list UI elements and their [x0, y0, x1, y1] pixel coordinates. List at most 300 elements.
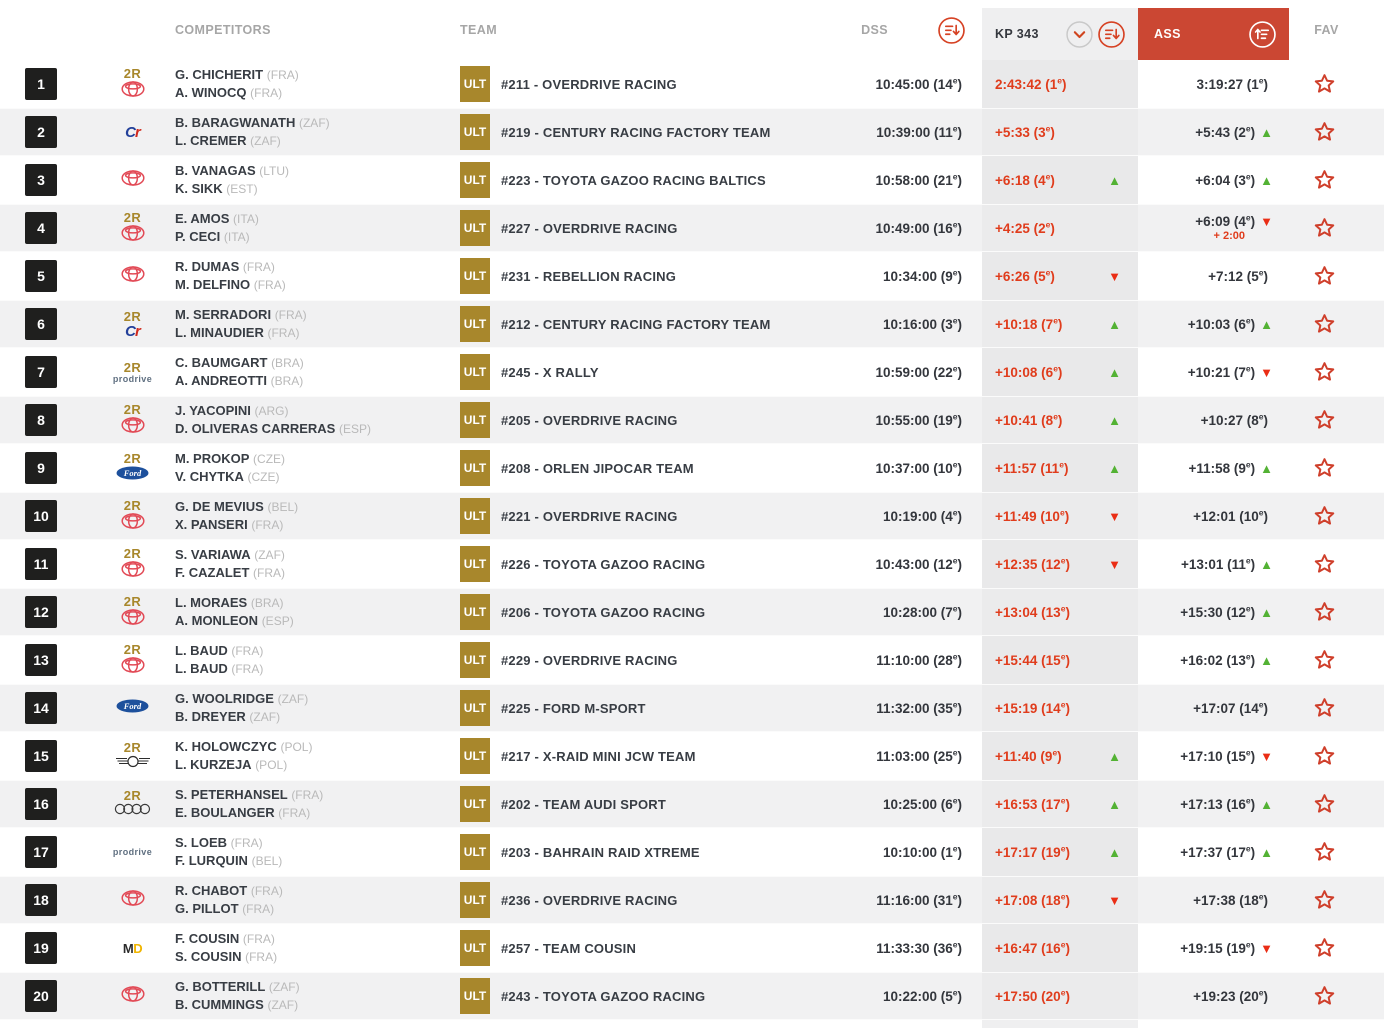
team-cell: [460, 978, 780, 1014]
fav-cell: [1289, 696, 1384, 721]
star-icon: [1312, 792, 1337, 817]
favorite-star-button[interactable]: [1312, 552, 1337, 577]
kp-time-cell: +15:19 (14e): [982, 685, 1138, 731]
team-name: #205 - OVERDRIVE RACING: [501, 412, 678, 428]
driver-line: [175, 546, 460, 564]
driver-line: [175, 354, 460, 372]
team-name: #229 - OVERDRIVE RACING: [501, 652, 678, 668]
position-cell: [0, 212, 90, 244]
2r-red-lined-logo: 2R: [123, 498, 142, 513]
position-cell: [0, 356, 90, 388]
codriver-name: G. PILLOT: [175, 901, 239, 916]
team-name: #225 - FORD M-SPORT: [501, 700, 646, 716]
codriver-line: [175, 84, 460, 102]
position-cell: [0, 260, 90, 292]
driver-nationality: (FRA): [231, 644, 264, 658]
sort-descending-icon: [1098, 21, 1125, 48]
team-cell: [460, 546, 780, 582]
position-badge: 12: [25, 596, 57, 628]
star-icon: [1312, 552, 1337, 577]
kp-time-cell: +6:18 (4e) ▲: [982, 156, 1138, 204]
team-name: #212 - CENTURY RACING FACTORY TEAM: [501, 316, 771, 332]
kp-time-cell: +17:08 (18e) ▼: [982, 877, 1138, 923]
favorite-star-button[interactable]: [1312, 264, 1337, 289]
header-dss: [780, 17, 982, 44]
dss-time-cell: 10:49:00 (16e): [875, 219, 962, 236]
codriver-nationality: (FRA): [242, 902, 275, 916]
competitors-cell: [175, 66, 460, 102]
competitors-cell: [175, 978, 460, 1014]
driver-nationality: (FRA): [274, 308, 307, 322]
ass-time-cell: +7:12 (5e): [1208, 267, 1268, 284]
fav-cell: [1289, 456, 1384, 481]
kp-trend-arrow: ▲: [1108, 316, 1121, 332]
codriver-nationality: (FRA): [250, 86, 283, 100]
favorite-star-button[interactable]: [1312, 312, 1337, 337]
vehicle-logos: [90, 890, 175, 910]
penalty-time: + 2:00: [1213, 230, 1245, 242]
position-cell: [0, 308, 90, 340]
codriver-name: L. KURZEJA: [175, 757, 252, 772]
2r-red-lined-logo: 2R: [123, 66, 142, 81]
table-row: [0, 540, 1384, 588]
ass-trend-arrow: ▲: [1260, 124, 1273, 140]
competitors-cell: [175, 834, 460, 870]
fav-cell: [1289, 600, 1384, 625]
codriver-name: X. PANSERI: [175, 517, 248, 532]
position-badge: 20: [25, 980, 57, 1012]
favorite-star-button[interactable]: [1312, 360, 1337, 385]
2r-red-lined-logo: 2R: [123, 739, 142, 755]
ass-time-cell: 3:19:27 (1e): [1196, 75, 1268, 92]
star-icon: [1312, 984, 1337, 1009]
driver-line: [175, 450, 460, 468]
ass-trend-arrow: ▲: [1260, 316, 1273, 332]
codriver-name: E. BOULANGER: [175, 805, 275, 820]
fav-cell: [1289, 888, 1384, 913]
position-cell: [0, 548, 90, 580]
driver-nationality: (ZAF): [277, 692, 309, 706]
toyota-logo: [121, 561, 145, 581]
codriver-name: A. MONLEON: [175, 613, 259, 628]
century-racing-logo: Cr: [125, 322, 140, 340]
kp-time-cell: +6:26 (5e) ▼: [982, 252, 1138, 300]
team-cell: [460, 738, 780, 774]
prodrive-logo: prodrive: [112, 846, 153, 857]
star-icon: [1312, 600, 1337, 625]
favorite-star-button[interactable]: [1312, 744, 1337, 769]
team-name: #217 - X-RAID MINI JCW TEAM: [501, 748, 696, 764]
favorite-star-button[interactable]: [1312, 408, 1337, 433]
star-icon: [1312, 840, 1337, 865]
codriver-nationality: (FRA): [278, 806, 311, 820]
team-cell: [460, 402, 780, 438]
driver-line: [175, 162, 460, 180]
dss-sort-button[interactable]: [938, 17, 965, 44]
vehicle-logos: [90, 499, 175, 533]
mini-logo: [115, 755, 151, 772]
toyota-logo: [121, 170, 145, 190]
dss-time-cell: 11:10:00 (28e): [876, 651, 962, 668]
toyota-logo: [121, 986, 145, 1006]
codriver-nationality: (FRA): [253, 566, 286, 580]
2r-red-lined-logo: 2R: [123, 402, 142, 417]
codriver-line: [175, 468, 460, 486]
competitors-cell: [175, 738, 460, 774]
team-name: #223 - TOYOTA GAZOO RACING BALTICS: [501, 172, 766, 188]
star-icon: [1312, 936, 1337, 961]
ass-time-cell: +12:01 (10e): [1193, 507, 1268, 524]
codriver-line: [175, 228, 460, 246]
driver-name: E. AMOS: [175, 211, 230, 226]
table-row: [0, 60, 1384, 108]
driver-name: B. BARAGWANATH: [175, 115, 296, 130]
favorite-star-button[interactable]: [1312, 600, 1337, 625]
vehicle-logos: [90, 848, 175, 857]
kp-time-cell: +15:44 (15e): [982, 636, 1138, 684]
codriver-line: [175, 324, 460, 342]
dss-time-cell: 10:39:00 (11e): [876, 123, 962, 140]
codriver-name: M. DELFINO: [175, 277, 251, 292]
competitors-cell: [175, 162, 460, 198]
table-row: [0, 780, 1384, 828]
position-cell: [0, 404, 90, 436]
position-badge: 8: [25, 404, 57, 436]
codriver-nationality: (EST): [226, 182, 258, 196]
team-name: #221 - OVERDRIVE RACING: [501, 508, 678, 524]
ass-time-cell: +19:15 (19e) ▼: [1180, 939, 1273, 956]
star-icon: [1312, 888, 1337, 913]
codriver-nationality: (ESP): [338, 422, 371, 436]
svg-text:Ford: Ford: [123, 467, 142, 478]
driver-name: R. DUMAS: [175, 259, 240, 274]
star-icon: [1312, 72, 1337, 97]
ass-time-cell: +11:58 (9e) ▲: [1188, 459, 1273, 476]
2r-red-lined-logo: 2R: [123, 546, 142, 561]
table-row: [0, 924, 1384, 972]
star-icon: [1312, 216, 1337, 241]
position-cell: [0, 980, 90, 1012]
table-row: [0, 876, 1384, 924]
kp-trend-arrow: ▲: [1108, 748, 1121, 764]
favorite-star-button[interactable]: [1312, 888, 1337, 913]
category-badge: ULT: [460, 594, 490, 630]
position-cell: [0, 836, 90, 868]
header-kp: [982, 8, 1138, 60]
team-name: #257 - TEAM COUSIN: [501, 940, 637, 956]
codriver-name: B. DREYER: [175, 709, 246, 724]
codriver-line: [175, 516, 460, 534]
table-row: [0, 636, 1384, 684]
driver-name: S. LOEB: [175, 835, 228, 850]
position-badge: 4: [25, 212, 57, 244]
category-badge: ULT: [460, 642, 490, 678]
codriver-name: A. WINOCQ: [175, 85, 247, 100]
category-badge: ULT: [460, 306, 490, 342]
ass-trend-arrow: ▲: [1260, 604, 1273, 620]
team-cell: [460, 834, 780, 870]
driver-name: L. BAUD: [175, 643, 228, 658]
kp-time-cell: +4:25 (2e): [982, 205, 1138, 251]
codriver-line: [175, 900, 460, 918]
vehicle-logos: [90, 170, 175, 190]
driver-name: G. BOTTERILL: [175, 979, 266, 994]
category-badge: ULT: [460, 258, 490, 294]
2r-red-lined-logo: 2R: [123, 308, 142, 324]
ass-time-cell: +17:10 (15e) ▼: [1180, 747, 1273, 764]
star-icon: [1312, 408, 1337, 433]
kp-time-cell: 2:43:42 (1e): [982, 60, 1138, 108]
table-row: [0, 828, 1384, 876]
codriver-nationality: (FRA): [231, 662, 264, 676]
team-name: #227 - OVERDRIVE RACING: [501, 220, 678, 236]
favorite-star-button[interactable]: [1312, 696, 1337, 721]
driver-nationality: (BRA): [271, 356, 304, 370]
vehicle-logos: [90, 266, 175, 286]
position-badge: 9: [25, 452, 57, 484]
position-badge: 6: [25, 308, 57, 340]
kp-trend-arrow: ▼: [1108, 892, 1121, 908]
ass-trend-arrow: ▲: [1260, 172, 1273, 188]
fav-cell: [1289, 744, 1384, 769]
driver-nationality: (ZAF): [268, 980, 300, 994]
dss-label: DSS: [861, 23, 888, 37]
fav-cell: [1289, 168, 1384, 193]
favorite-star-button[interactable]: [1312, 168, 1337, 193]
position-cell: [0, 68, 90, 100]
table-header: [0, 0, 1384, 60]
team-name: #208 - ORLEN JIPOCAR TEAM: [501, 460, 694, 476]
vehicle-logos: [90, 942, 175, 955]
competitors-cell: [175, 546, 460, 582]
toyota-logo: [121, 890, 145, 910]
2r-red-lined-logo: 2R: [123, 642, 142, 657]
team-name: #211 - OVERDRIVE RACING: [501, 76, 677, 92]
2r-red-lined-logo: 2R: [123, 594, 142, 609]
favorite-star-button[interactable]: [1312, 504, 1337, 529]
position-badge: 16: [25, 788, 57, 820]
ass-time-cell: +16:02 (13e) ▲: [1180, 651, 1273, 668]
team-name: #243 - TOYOTA GAZOO RACING: [501, 988, 706, 1004]
ass-time-cell: +15:30 (12e) ▲: [1180, 603, 1273, 620]
codriver-line: [175, 756, 460, 774]
codriver-nationality: (BEL): [251, 854, 283, 868]
favorite-star-button[interactable]: [1312, 72, 1337, 97]
driver-name: L. MORAES: [175, 595, 248, 610]
vehicle-logos: [90, 310, 175, 339]
category-badge: ULT: [460, 546, 490, 582]
category-badge: ULT: [460, 162, 490, 198]
dss-time-cell: 10:25:00 (6e): [882, 795, 962, 812]
codriver-line: [175, 996, 460, 1014]
2r-red-lined-logo: 2R: [123, 359, 142, 375]
fav-cell: [1289, 936, 1384, 961]
table-row: [0, 252, 1384, 300]
vehicle-logos: [90, 547, 175, 581]
driver-nationality: (FRA): [291, 788, 324, 802]
toyota-logo: [121, 513, 145, 533]
favorite-star-button[interactable]: [1312, 216, 1337, 241]
driver-line: [175, 786, 460, 804]
category-badge: ULT: [460, 882, 490, 918]
driver-nationality: (FRA): [242, 260, 275, 274]
driver-name: G. CHICHERIT: [175, 67, 264, 82]
driver-name: S. PETERHANSEL: [175, 787, 288, 802]
codriver-name: L. MINAUDIER: [175, 325, 264, 340]
ass-trend-arrow: ▲: [1260, 460, 1273, 476]
vehicle-logos: [90, 789, 175, 819]
favorite-star-button[interactable]: [1312, 984, 1337, 1009]
team-cell: [460, 690, 780, 726]
ass-time-cell: +19:23 (20e): [1193, 987, 1268, 1004]
table-row: [0, 492, 1384, 540]
ass-sort-button[interactable]: [1249, 21, 1276, 48]
kp-trend-arrow: ▼: [1108, 268, 1121, 284]
competitors-cell: [175, 306, 460, 342]
toyota-logo: [121, 609, 145, 629]
ass-trend-arrow: ▲: [1260, 796, 1273, 812]
driver-line: [175, 258, 460, 276]
codriver-name: D. OLIVERAS CARRERAS: [175, 421, 336, 436]
driver-name: G. WOOLRIDGE: [175, 691, 274, 706]
dss-time-cell: 10:22:00 (5e): [882, 987, 962, 1004]
codriver-nationality: (POL): [255, 758, 288, 772]
kp-trend-arrow: ▲: [1108, 364, 1121, 380]
driver-line: [175, 306, 460, 324]
favorite-star-button[interactable]: [1312, 120, 1337, 145]
header-team: TEAM: [460, 23, 498, 37]
table-row: [0, 396, 1384, 444]
2r-red-lined-logo: 2R: [123, 788, 142, 803]
dss-time-cell: 10:34:00 (9e): [882, 267, 962, 284]
svg-text:Ford: Ford: [123, 700, 142, 711]
ass-time-cell: +10:21 (7e) ▼: [1187, 363, 1273, 380]
2r-red-lined-logo: 2R: [123, 210, 142, 225]
chevron-down-icon: [1066, 21, 1093, 48]
team-name: #226 - TOYOTA GAZOO RACING: [501, 556, 706, 572]
codriver-name: F. CAZALET: [175, 565, 250, 580]
competitors-cell: [175, 450, 460, 486]
2r-red-lined-logo: 2R: [123, 451, 142, 466]
star-icon: [1312, 312, 1337, 337]
sort-ascending-icon: [1249, 21, 1276, 48]
driver-line: [175, 930, 460, 948]
position-cell: [0, 788, 90, 820]
position-badge: 11: [25, 548, 57, 580]
kp-waypoint-select-button[interactable]: [1066, 21, 1093, 48]
kp-time-cell: +10:18 (7e) ▲: [982, 301, 1138, 347]
codriver-name: K. SIKK: [175, 181, 223, 196]
ass-time-cell: +17:37 (17e) ▲: [1180, 843, 1273, 860]
team-cell: [460, 306, 780, 342]
driver-nationality: (FRA): [242, 932, 275, 946]
codriver-nationality: (FRA): [267, 326, 300, 340]
vehicle-logos: [90, 211, 175, 245]
ass-time-cell: +17:13 (16e) ▲: [1180, 795, 1273, 812]
favorite-star-button[interactable]: [1312, 456, 1337, 481]
position-badge: 15: [25, 740, 57, 772]
kp-time-cell: +10:08 (6e) ▲: [982, 348, 1138, 396]
favorite-star-button[interactable]: [1312, 840, 1337, 865]
star-icon: [1312, 696, 1337, 721]
codriver-line: [175, 420, 460, 438]
codriver-nationality: (ZAF): [267, 998, 299, 1012]
category-badge: ULT: [460, 786, 490, 822]
dss-time-cell: 10:55:00 (19e): [875, 411, 962, 428]
category-badge: ULT: [460, 978, 490, 1014]
dss-time-cell: 10:43:00 (12e): [875, 555, 962, 572]
table-row: [0, 204, 1384, 252]
favorite-star-button[interactable]: [1312, 792, 1337, 817]
vehicle-logos: [90, 986, 175, 1006]
driver-name: M. SERRADORI: [175, 307, 272, 322]
codriver-line: [175, 132, 460, 150]
competitors-cell: [175, 882, 460, 918]
kp-sort-button[interactable]: [1098, 21, 1125, 48]
vehicle-logos: [90, 643, 175, 677]
kp-time-cell: +11:40 (9e) ▲: [982, 732, 1138, 780]
vehicle-logos: [90, 741, 175, 772]
driver-line: [175, 66, 460, 84]
codriver-nationality: (ITA): [223, 230, 250, 244]
fav-cell: [1289, 312, 1384, 337]
favorite-star-button[interactable]: [1312, 936, 1337, 961]
star-icon: [1312, 360, 1337, 385]
toyota-logo: [121, 225, 145, 245]
category-badge: ULT: [460, 690, 490, 726]
competitors-cell: [175, 210, 460, 246]
table-row: [0, 348, 1384, 396]
kp-time-cell: +16:53 (17e) ▲: [982, 781, 1138, 827]
category-badge: ULT: [460, 930, 490, 966]
team-name: #236 - OVERDRIVE RACING: [501, 892, 678, 908]
fav-cell: [1289, 264, 1384, 289]
competitors-cell: [175, 354, 460, 390]
driver-line: [175, 738, 460, 756]
position-cell: [0, 596, 90, 628]
dss-time-cell: 10:37:00 (10e): [875, 459, 962, 476]
table-row: [0, 972, 1384, 1020]
standings-rows: [0, 60, 1384, 1020]
header-fav: [1289, 23, 1384, 37]
kp-label: KP 343: [995, 27, 1039, 41]
driver-name: M. PROKOP: [175, 451, 250, 466]
vehicle-logos: [90, 125, 175, 140]
dss-time-cell: 11:33:30 (36e): [876, 939, 962, 956]
ass-time-cell: +13:01 (11e) ▲: [1180, 555, 1273, 572]
ass-trend-arrow: ▲: [1260, 844, 1273, 860]
kp-trend-arrow: ▼: [1108, 556, 1121, 572]
competitors-cell: [175, 786, 460, 822]
team-name: #245 - X RALLY: [501, 364, 599, 380]
ass-time-cell: +17:07 (14e): [1193, 699, 1268, 716]
favorite-star-button[interactable]: [1312, 648, 1337, 673]
codriver-name: P. CECI: [175, 229, 221, 244]
driver-nationality: (BEL): [267, 500, 299, 514]
codriver-name: B. CUMMINGS: [175, 997, 264, 1012]
position-badge: 1: [25, 68, 57, 100]
driver-line: [175, 402, 460, 420]
ass-time-cell: +17:38 (18e): [1193, 891, 1268, 908]
team-cell: [460, 930, 780, 966]
driver-nationality: (POL): [280, 740, 313, 754]
fav-cell: [1289, 72, 1384, 97]
kp-time-cell: +17:50 (20e): [982, 973, 1138, 1019]
position-badge: 3: [25, 164, 57, 196]
category-badge: ULT: [460, 498, 490, 534]
kp-time-cell: +11:49 (10e) ▼: [982, 493, 1138, 539]
dss-time-cell: 10:28:00 (7e): [882, 603, 962, 620]
